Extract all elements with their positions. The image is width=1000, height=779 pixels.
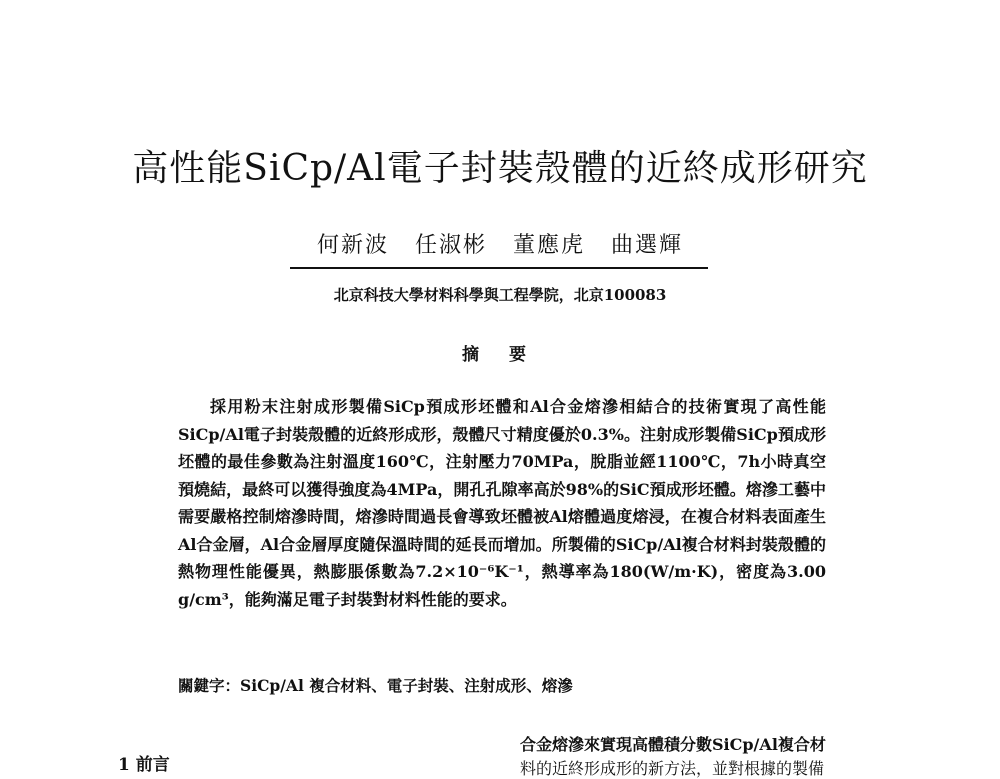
author-name: 何新波	[316, 233, 389, 258]
abstract-heading: 摘 要	[462, 345, 538, 365]
abstract-body: 採用粉末注射成形製備SiCp預成形坯體和Al合金熔滲相結合的技術實現了高性能SiCp/Al電子封裝殼體的近終形成形，殼體尺寸精度優於0.3%。注射成形製備SiCp預成形坯體的最佳參數為注射溫度160℃，注射壓力70MPa，脫脂並經1100℃，7h小時真空預燒結，最終可以獲得強度為4MPa，開孔孔隙率高於98%的SiC預成形坯體。熔滲工藝中需要嚴格控制熔滲時間，熔滲時間過長會導致坯體被Al熔體過度熔浸，在複合材料表面產生Al合金層，Al合金層厚度隨保溫時間的延長而增加。所製備的SiCp/Al複合材料封裝殼體的熱物理性能優異，熱膨脹係數為7.2×10⁻⁶K⁻¹，熱導率為180(W/m·K)，密度為3.00 g/cm³，能夠滿足電子封裝對材料性能的要求。	[178, 397, 826, 609]
right-column-text-line: 合金熔滲來實現高體積分數SiCp/Al複合材	[520, 735, 826, 754]
author-name: 董應虎	[513, 233, 586, 258]
author-list	[290, 228, 710, 259]
keywords-line: 關鍵字：SiCp/Al 複合材料、電子封裝、注射成形、熔滲	[178, 676, 573, 695]
author-name: 任淑彬	[414, 233, 487, 258]
author-underline-divider	[290, 267, 708, 269]
author-name: 曲選輝	[611, 233, 684, 258]
right-column-text-line-cut: 料的近終形成形的新方法，並對根據的製備	[520, 759, 825, 778]
section-heading-introduction: 1 前言	[118, 755, 170, 775]
affiliation: 北京科技大學材料科學與工程學院，北京100083	[333, 286, 667, 304]
paper-title: 高性能SiCp/Al電子封裝殼體的近終成形研究	[132, 148, 868, 189]
